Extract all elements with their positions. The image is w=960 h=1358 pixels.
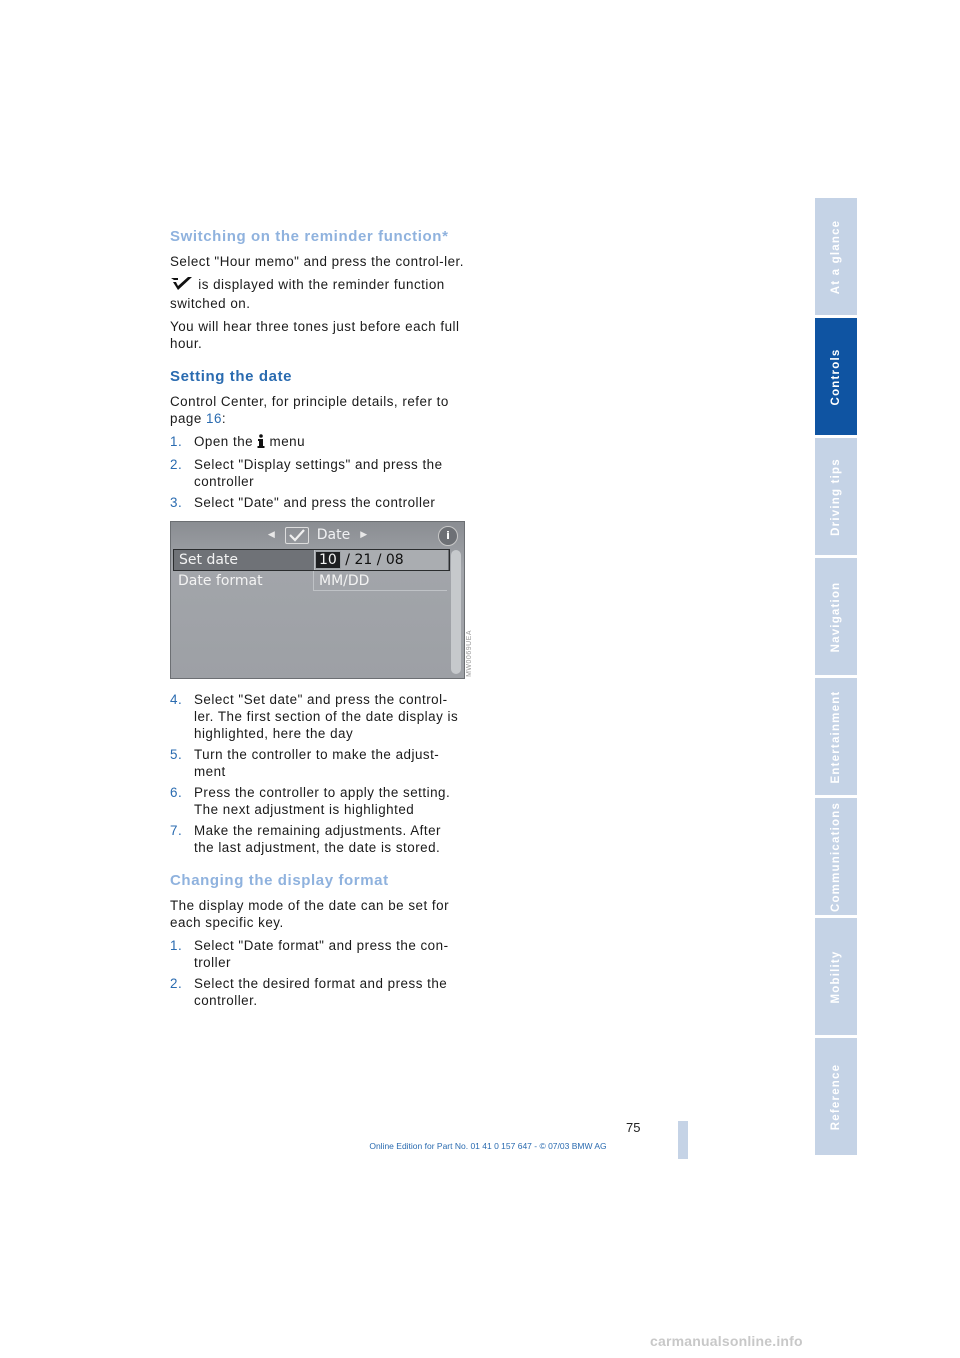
step-text: Select "Display settings" and press the controller — [194, 457, 443, 489]
step-number: 5. — [170, 747, 183, 762]
page-number: 75 — [626, 1120, 641, 1135]
menu-item-set-date[interactable] — [173, 549, 450, 571]
step-text-end: menu — [265, 434, 306, 449]
tab-label: Mobility — [830, 949, 842, 1004]
reminder-paragraph-2 — [170, 276, 465, 312]
date-steps-a — [170, 433, 465, 511]
heading-setting-date: Setting the date — [170, 368, 293, 385]
format-steps — [170, 937, 465, 1009]
tab-navigation[interactable] — [815, 558, 857, 675]
checkmark-icon — [285, 527, 309, 544]
menu-item-label: Date format — [178, 573, 263, 589]
tab-at-a-glance[interactable] — [815, 198, 857, 315]
menu-item-label: Set date — [179, 552, 239, 568]
tab-label: At a glance — [830, 219, 842, 294]
tab-controls[interactable] — [815, 318, 857, 435]
step-number: 3. — [170, 495, 183, 510]
page-link[interactable]: 16 — [206, 411, 222, 426]
section-reminder — [170, 228, 465, 352]
step-number: 2. — [170, 457, 183, 472]
tab-label: Reference — [830, 1063, 842, 1130]
list-item — [170, 784, 465, 818]
screen-title-bar — [171, 522, 464, 548]
tab-label: Driving tips — [830, 457, 842, 536]
list-item — [170, 937, 465, 971]
tab-mobility[interactable] — [815, 918, 857, 1035]
step-number: 2. — [170, 976, 183, 991]
date-value — [314, 550, 448, 570]
heading-reminder: Switching on the reminder function* — [170, 228, 449, 245]
tab-driving-tips[interactable] — [815, 438, 857, 555]
tab-label: Navigation — [830, 581, 842, 652]
section-date — [170, 368, 465, 856]
step-number: 1. — [170, 434, 183, 449]
tab-reference[interactable] — [815, 1038, 857, 1155]
date-screen-figure — [170, 521, 465, 679]
figure-code: MW0069UEA — [466, 630, 473, 677]
screen-title: Date — [316, 527, 351, 543]
format-intro: The display mode of the date can be set for each specific key. — [170, 898, 450, 930]
date-intro-colon: : — [221, 411, 227, 426]
section-format — [170, 872, 465, 1009]
reminder-paragraph-1: Select "Hour memo" and press the control-ler. — [170, 254, 464, 269]
step-number: 4. — [170, 692, 183, 707]
chapter-tabs — [815, 198, 857, 1158]
reminder-paragraph-2-text: is displayed with the reminder function switched on. — [170, 277, 445, 311]
step-text: Press the controller to apply the setting. The next adjustment is highlighted — [194, 785, 451, 817]
tab-entertainment[interactable] — [815, 678, 857, 795]
step-text: Select the desired format and press the controller. — [194, 976, 448, 1008]
info-icon[interactable]: i — [438, 526, 458, 546]
list-item — [170, 822, 465, 856]
reminder-paragraph-3: You will hear three tones just before each full hour. — [170, 319, 460, 351]
date-rest: / 21 / 08 — [340, 552, 404, 568]
tab-communications[interactable] — [815, 798, 857, 915]
format-value: MM/DD — [313, 571, 447, 591]
tab-label: Controls — [830, 348, 842, 405]
step-text: Open the — [194, 434, 258, 449]
watermark: carmanualsonline.info — [650, 1333, 803, 1349]
list-item — [170, 691, 465, 742]
list-item — [170, 975, 465, 1009]
step-number: 7. — [170, 823, 183, 838]
date-steps-b — [170, 691, 465, 856]
heading-display-format: Changing the display format — [170, 872, 389, 889]
step-text: Select "Set date" and press the control-ler. The first section of the date display is highlighted, here the day — [194, 692, 459, 741]
arrow-right-icon: ▶ — [360, 530, 368, 540]
screen-scrollbar — [451, 550, 461, 674]
tab-label: Entertainment — [830, 690, 842, 783]
page-marker — [678, 1121, 688, 1159]
checkmark-icon — [170, 277, 194, 295]
step-number: 1. — [170, 938, 183, 953]
date-intro-text: Control Center, for principle details, refer to page — [170, 394, 449, 426]
menu-item-date-format[interactable] — [173, 571, 448, 591]
step-text: Select "Date format" and press the con-troller — [194, 938, 449, 970]
list-item — [170, 433, 465, 452]
arrow-left-icon: ◀ — [267, 530, 275, 540]
main-content — [170, 228, 465, 1025]
list-item — [170, 746, 465, 780]
step-text: Turn the controller to make the adjust-ment — [194, 747, 440, 779]
step-number: 6. — [170, 785, 183, 800]
step-text: Make the remaining adjustments. After the last adjustment, the date is stored. — [194, 823, 441, 855]
date-intro — [170, 393, 465, 427]
list-item — [170, 494, 465, 511]
tab-label: Communications — [830, 801, 842, 912]
step-text: Select "Date" and press the controller — [194, 495, 436, 510]
footer-text: Online Edition for Part No. 01 41 0 157 647 - © 07/03 BMW AG — [369, 1141, 607, 1151]
date-day-highlight: 10 — [315, 551, 341, 569]
list-item — [170, 456, 465, 490]
